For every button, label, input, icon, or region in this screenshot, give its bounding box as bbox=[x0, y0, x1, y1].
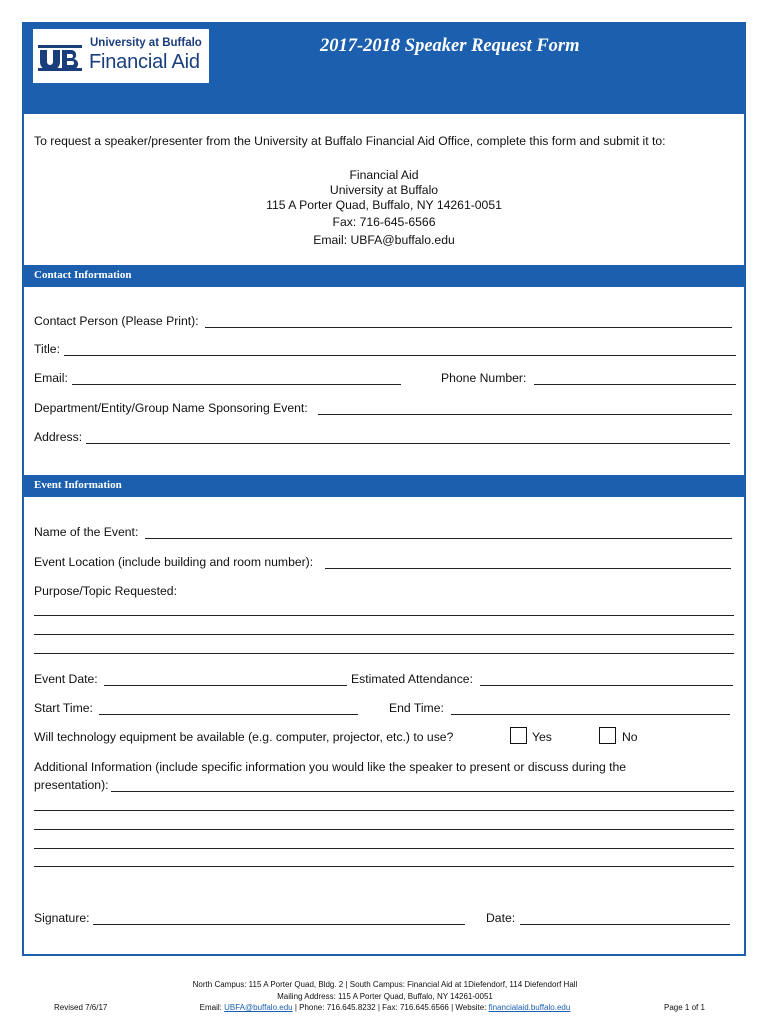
tech-no-checkbox[interactable] bbox=[599, 727, 616, 744]
purpose-label: Purpose/Topic Requested: bbox=[34, 584, 177, 598]
title-label: Title: bbox=[34, 342, 60, 356]
attendance-field[interactable] bbox=[480, 685, 733, 686]
ub-financial-aid-logo bbox=[33, 29, 209, 83]
department-field[interactable] bbox=[318, 414, 732, 415]
event-section-header bbox=[24, 475, 744, 497]
additional-info-line[interactable] bbox=[34, 829, 734, 830]
tech-no-label: No bbox=[622, 730, 638, 744]
email-field[interactable] bbox=[72, 384, 401, 385]
address-field[interactable] bbox=[86, 443, 730, 444]
contact-person-label: Contact Person (Please Print): bbox=[34, 314, 199, 328]
end-time-label: End Time: bbox=[389, 701, 444, 715]
purpose-line[interactable] bbox=[34, 653, 734, 654]
address-line: 115 A Porter Quad, Buffalo, NY 14261-0051 bbox=[266, 198, 502, 212]
purpose-line[interactable] bbox=[34, 634, 734, 635]
purpose-line[interactable] bbox=[34, 615, 734, 616]
ub-logo-icon bbox=[38, 45, 82, 71]
additional-info-label-2: presentation): bbox=[34, 778, 109, 792]
end-time-field[interactable] bbox=[451, 714, 730, 715]
signature-label: Signature: bbox=[34, 911, 90, 925]
attendance-label: Estimated Attendance: bbox=[351, 672, 473, 686]
footer-email-link[interactable]: UBFA@buffalo.edu bbox=[224, 1003, 293, 1012]
contact-section-title: Contact Information bbox=[34, 269, 132, 281]
start-time-field[interactable] bbox=[99, 714, 358, 715]
department-label: Department/Entity/Group Name Sponsoring Event: bbox=[34, 401, 308, 415]
signature-date-field[interactable] bbox=[520, 924, 730, 925]
event-name-field[interactable] bbox=[145, 538, 732, 539]
phone-label: Phone Number: bbox=[441, 371, 527, 385]
signature-date-label: Date: bbox=[486, 911, 516, 925]
signature-field[interactable] bbox=[93, 924, 465, 925]
event-name-label: Name of the Event: bbox=[34, 525, 139, 539]
footer-revised: Revised 7/6/17 bbox=[54, 1003, 108, 1012]
additional-info-line[interactable] bbox=[34, 866, 734, 867]
footer-campus: North Campus: 115 A Porter Quad, Bldg. 2 | South Campus: Financial Aid at 1Diefendorf, 114 Diefendorf Hall bbox=[192, 980, 578, 989]
footer-page-number: Page 1 of 1 bbox=[664, 1003, 705, 1012]
footer-contact bbox=[0, 1003, 770, 1012]
tech-question-label: Will technology equipment be available (e.g. computer, projector, etc.) to use? bbox=[34, 730, 454, 744]
intro-text: To request a speaker/presenter from the University at Buffalo Financial Aid Office, complete this form and submit it to: bbox=[34, 134, 666, 148]
footer-website-link[interactable]: financialaid.buffalo.edu bbox=[488, 1003, 571, 1012]
logo-university-text: University at Buffalo bbox=[90, 37, 202, 49]
contact-section-header bbox=[24, 265, 744, 287]
title-field[interactable] bbox=[64, 355, 736, 356]
event-section-title: Event Information bbox=[34, 479, 122, 491]
address-line: University at Buffalo bbox=[329, 183, 439, 197]
footer-email-prefix: Email: bbox=[199, 1003, 225, 1012]
tech-yes-checkbox[interactable] bbox=[510, 727, 527, 744]
additional-info-line[interactable] bbox=[111, 791, 734, 792]
footer-mailing: Mailing Address: 115 A Porter Quad, Buffalo, NY 14261-0051 bbox=[277, 992, 493, 1001]
address-line: Fax: 716-645-6566 bbox=[332, 215, 436, 229]
event-date-field[interactable] bbox=[104, 685, 347, 686]
form-title: 2017-2018 Speaker Request Form bbox=[320, 36, 580, 56]
address-line: Financial Aid bbox=[349, 168, 419, 182]
event-date-label: Event Date: bbox=[34, 672, 98, 686]
contact-person-field[interactable] bbox=[205, 327, 732, 328]
start-time-label: Start Time: bbox=[34, 701, 93, 715]
additional-info-line[interactable] bbox=[34, 810, 734, 811]
address-label: Address: bbox=[34, 430, 83, 444]
event-location-label: Event Location (include building and room number): bbox=[34, 555, 314, 569]
phone-field[interactable] bbox=[534, 384, 736, 385]
additional-info-label: Additional Information (include specific information you would like the speaker to present or discuss during the bbox=[34, 760, 627, 774]
event-location-field[interactable] bbox=[325, 568, 731, 569]
additional-info-line[interactable] bbox=[34, 848, 734, 849]
email-label: Email: bbox=[34, 371, 68, 385]
tech-yes-label: Yes bbox=[532, 730, 552, 744]
logo-financial-aid-text: Financial Aid bbox=[89, 51, 200, 73]
footer-phone-fax: | Phone: 716.645.8232 | Fax: 716.645.6566 | Website: bbox=[292, 1003, 489, 1012]
address-line: Email: UBFA@buffalo.edu bbox=[313, 233, 455, 247]
